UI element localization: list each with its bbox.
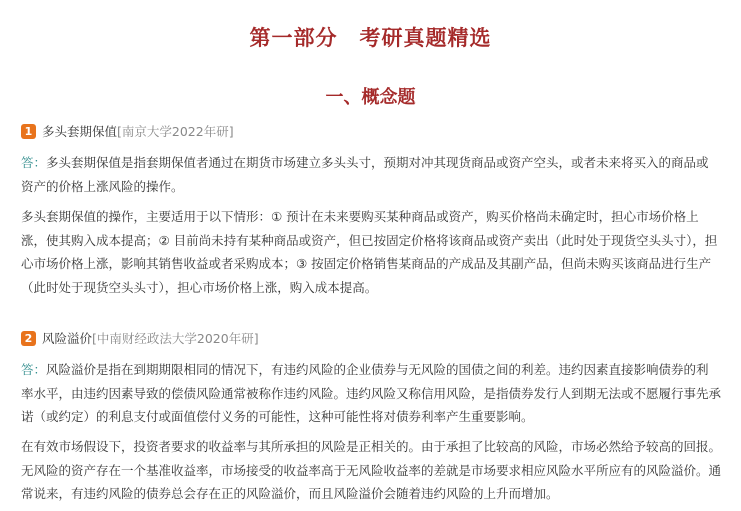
question-1-paragraph-2: 多头套期保值的操作，主要适用于以下情形：① 预计在未来要购买某种商品或资产，购买价格尚未确定时，担心市场价格上涨，使其购入成本提高；② 目前尚未持有某种商品或资产，但已按固定价格将该商品或资产卖出（此时处于现货空头头寸），担心市场价格上涨，影响其销售收益或者采购成本；③ 按固定价格销售某商品的产成品及其副产品，但尚未购买该商品进行生产（此时处于现货空头头寸），担心市场价格上涨，购入成本提高。 xyxy=(21,209,718,295)
question-number-badge: 2 xyxy=(21,331,36,346)
part-title: 第一部分 考研真题精选 xyxy=(249,26,492,50)
question-1-header xyxy=(21,122,234,140)
question-2-answer xyxy=(21,358,721,429)
question-source: [南京大学2022年研] xyxy=(117,124,234,139)
section-title: 一、概念题 xyxy=(325,87,416,108)
question-title: 多头套期保值 xyxy=(42,124,118,139)
question-2-header xyxy=(21,329,259,347)
answer-text: 风险溢价是指在到期期限相同的情况下，有违约风险的企业债券与无风险的国债之间的利差。违约因素直接影响债券的利率水平，由违约因素导致的偿债风险通常被称作违约风险。违约风险又称信用风险，是指债券发行人到期无法或不愿履行事先承诺（或约定）的利息支付或面值偿付义务的可能性，这种可能性将对债券利率产生重要影响。 xyxy=(21,362,722,424)
answer-text: 多头套期保值是指套期保值者通过在期货市场建立多头头寸，预期对冲其现货商品或资产空头，或者未来将买入的商品或资产的价格上涨风险的操作。 xyxy=(21,155,709,194)
answer-label: 答： xyxy=(21,362,47,377)
question-2-paragraph-2: 在有效市场假设下，投资者要求的收益率与其所承担的风险是正相关的。由于承担了比较高的风险，市场必然给予较高的回报。无风险的资产存在一个基准收益率，市场接受的收益率高于无风险收益率的差就是市场要求相应风险水平所应有的风险溢价。通常说来，有违约风险的债券总会存在正的风险溢价，而且风险溢价会随着违约风险的上升而增加。 xyxy=(21,439,722,501)
question-source: [中南财经政法大学2020年研] xyxy=(92,331,259,346)
question-title: 风险溢价 xyxy=(42,331,93,346)
question-number-badge: 1 xyxy=(21,124,36,139)
answer-label: 答： xyxy=(21,155,47,170)
question-1-answer xyxy=(21,151,721,198)
